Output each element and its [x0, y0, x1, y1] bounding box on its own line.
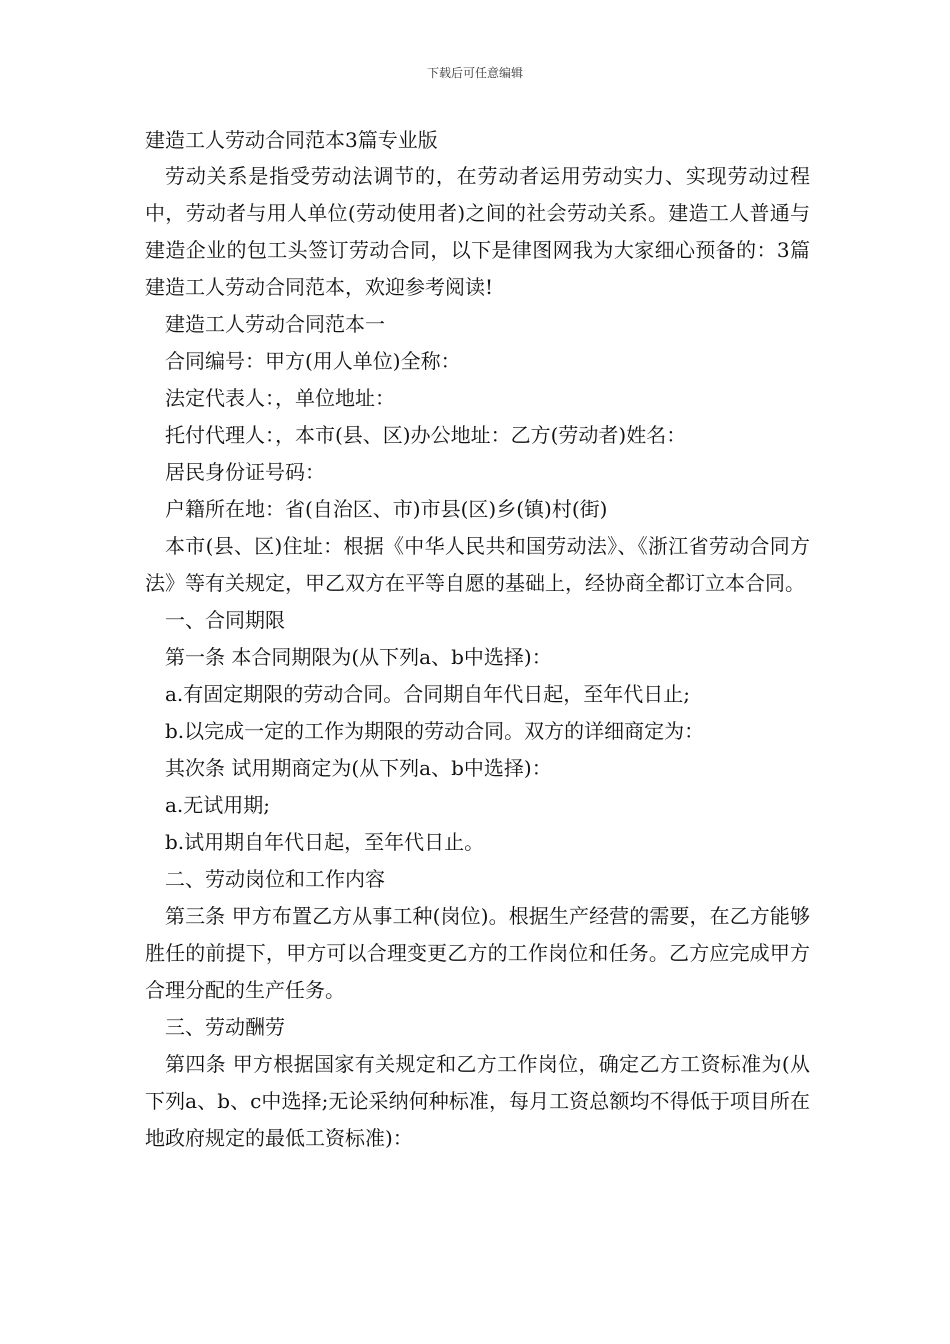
paragraph-household-registration: 户籍所在地：省(自治区、市)市县(区)乡(镇)村(街): [165, 497, 608, 521]
article-three: 第三条 甲方布置乙方从事工种(岗位)。根据生产经营的需要，在乙方能够胜任的前提下，甲方可以合理变更乙方的工作岗位和任务。乙方应完成甲方合理分配的生产任务。: [145, 904, 810, 1002]
paragraph-contract-number: 合同编号：甲方(用人单位)全称：: [165, 349, 461, 373]
section-heading-position: 二、劳动岗位和工作内容: [165, 867, 385, 891]
document-body: [145, 158, 810, 1157]
article-two-option-b: b.试用期自年代日起，至年代日止。: [165, 830, 485, 854]
article-one-option-b: b.以完成一定的工作为期限的劳动合同。双方的详细商定为：: [165, 719, 705, 743]
paragraph-intro: 劳动关系是指受劳动法调节的，在劳动者运用劳动实力、实现劳动过程中，劳动者与用人单位(劳动使用者)之间的社会劳动关系。建造工人普通与建造企业的包工头签订劳动合同，以下是律图网我为大家细心预备的：3篇建造工人劳动合同范本，欢迎参考阅读!: [145, 164, 810, 299]
section-heading-pay: 三、劳动酬劳: [165, 1015, 285, 1039]
article-one: 第一条 本合同期限为(从下列a、b中选择)：: [165, 645, 552, 669]
article-one-option-a: a.有固定期限的劳动合同。合同期自年代日起，至年代日止;: [165, 682, 691, 706]
paragraph-contract-one-heading: 建造工人劳动合同范本一: [165, 312, 385, 336]
page-header: 下载后可任意编辑: [426, 66, 523, 80]
article-two: 其次条 试用期商定为(从下列a、b中选择)：: [165, 756, 552, 780]
paragraph-legal-representative: 法定代表人：，单位地址：: [165, 386, 395, 410]
article-four: 第四条 甲方根据国家有关规定和乙方工作岗位，确定乙方工资标准为(从下列a、b、c中选择;无论采纳何种标准，每月工资总额均不得低于项目所在地政府规定的最低工资标准)：: [145, 1052, 810, 1150]
paragraph-agent: 托付代理人：，本市(县、区)办公地址：乙方(劳动者)姓名：: [165, 423, 687, 447]
document-title: 建造工人劳动合同范本3篇专业版: [145, 128, 438, 152]
paragraph-id-number: 居民身份证号码：: [165, 460, 325, 484]
article-two-option-a: a.无试用期;: [165, 793, 271, 817]
section-heading-term: 一、合同期限: [165, 608, 285, 632]
paragraph-address-basis: 本市(县、区)住址：根据《中华人民共和国劳动法》、《浙江省劳动合同方法》等有关规定，甲乙双方在平等自愿的基础上，经协商全都订立本合同。: [145, 534, 810, 595]
